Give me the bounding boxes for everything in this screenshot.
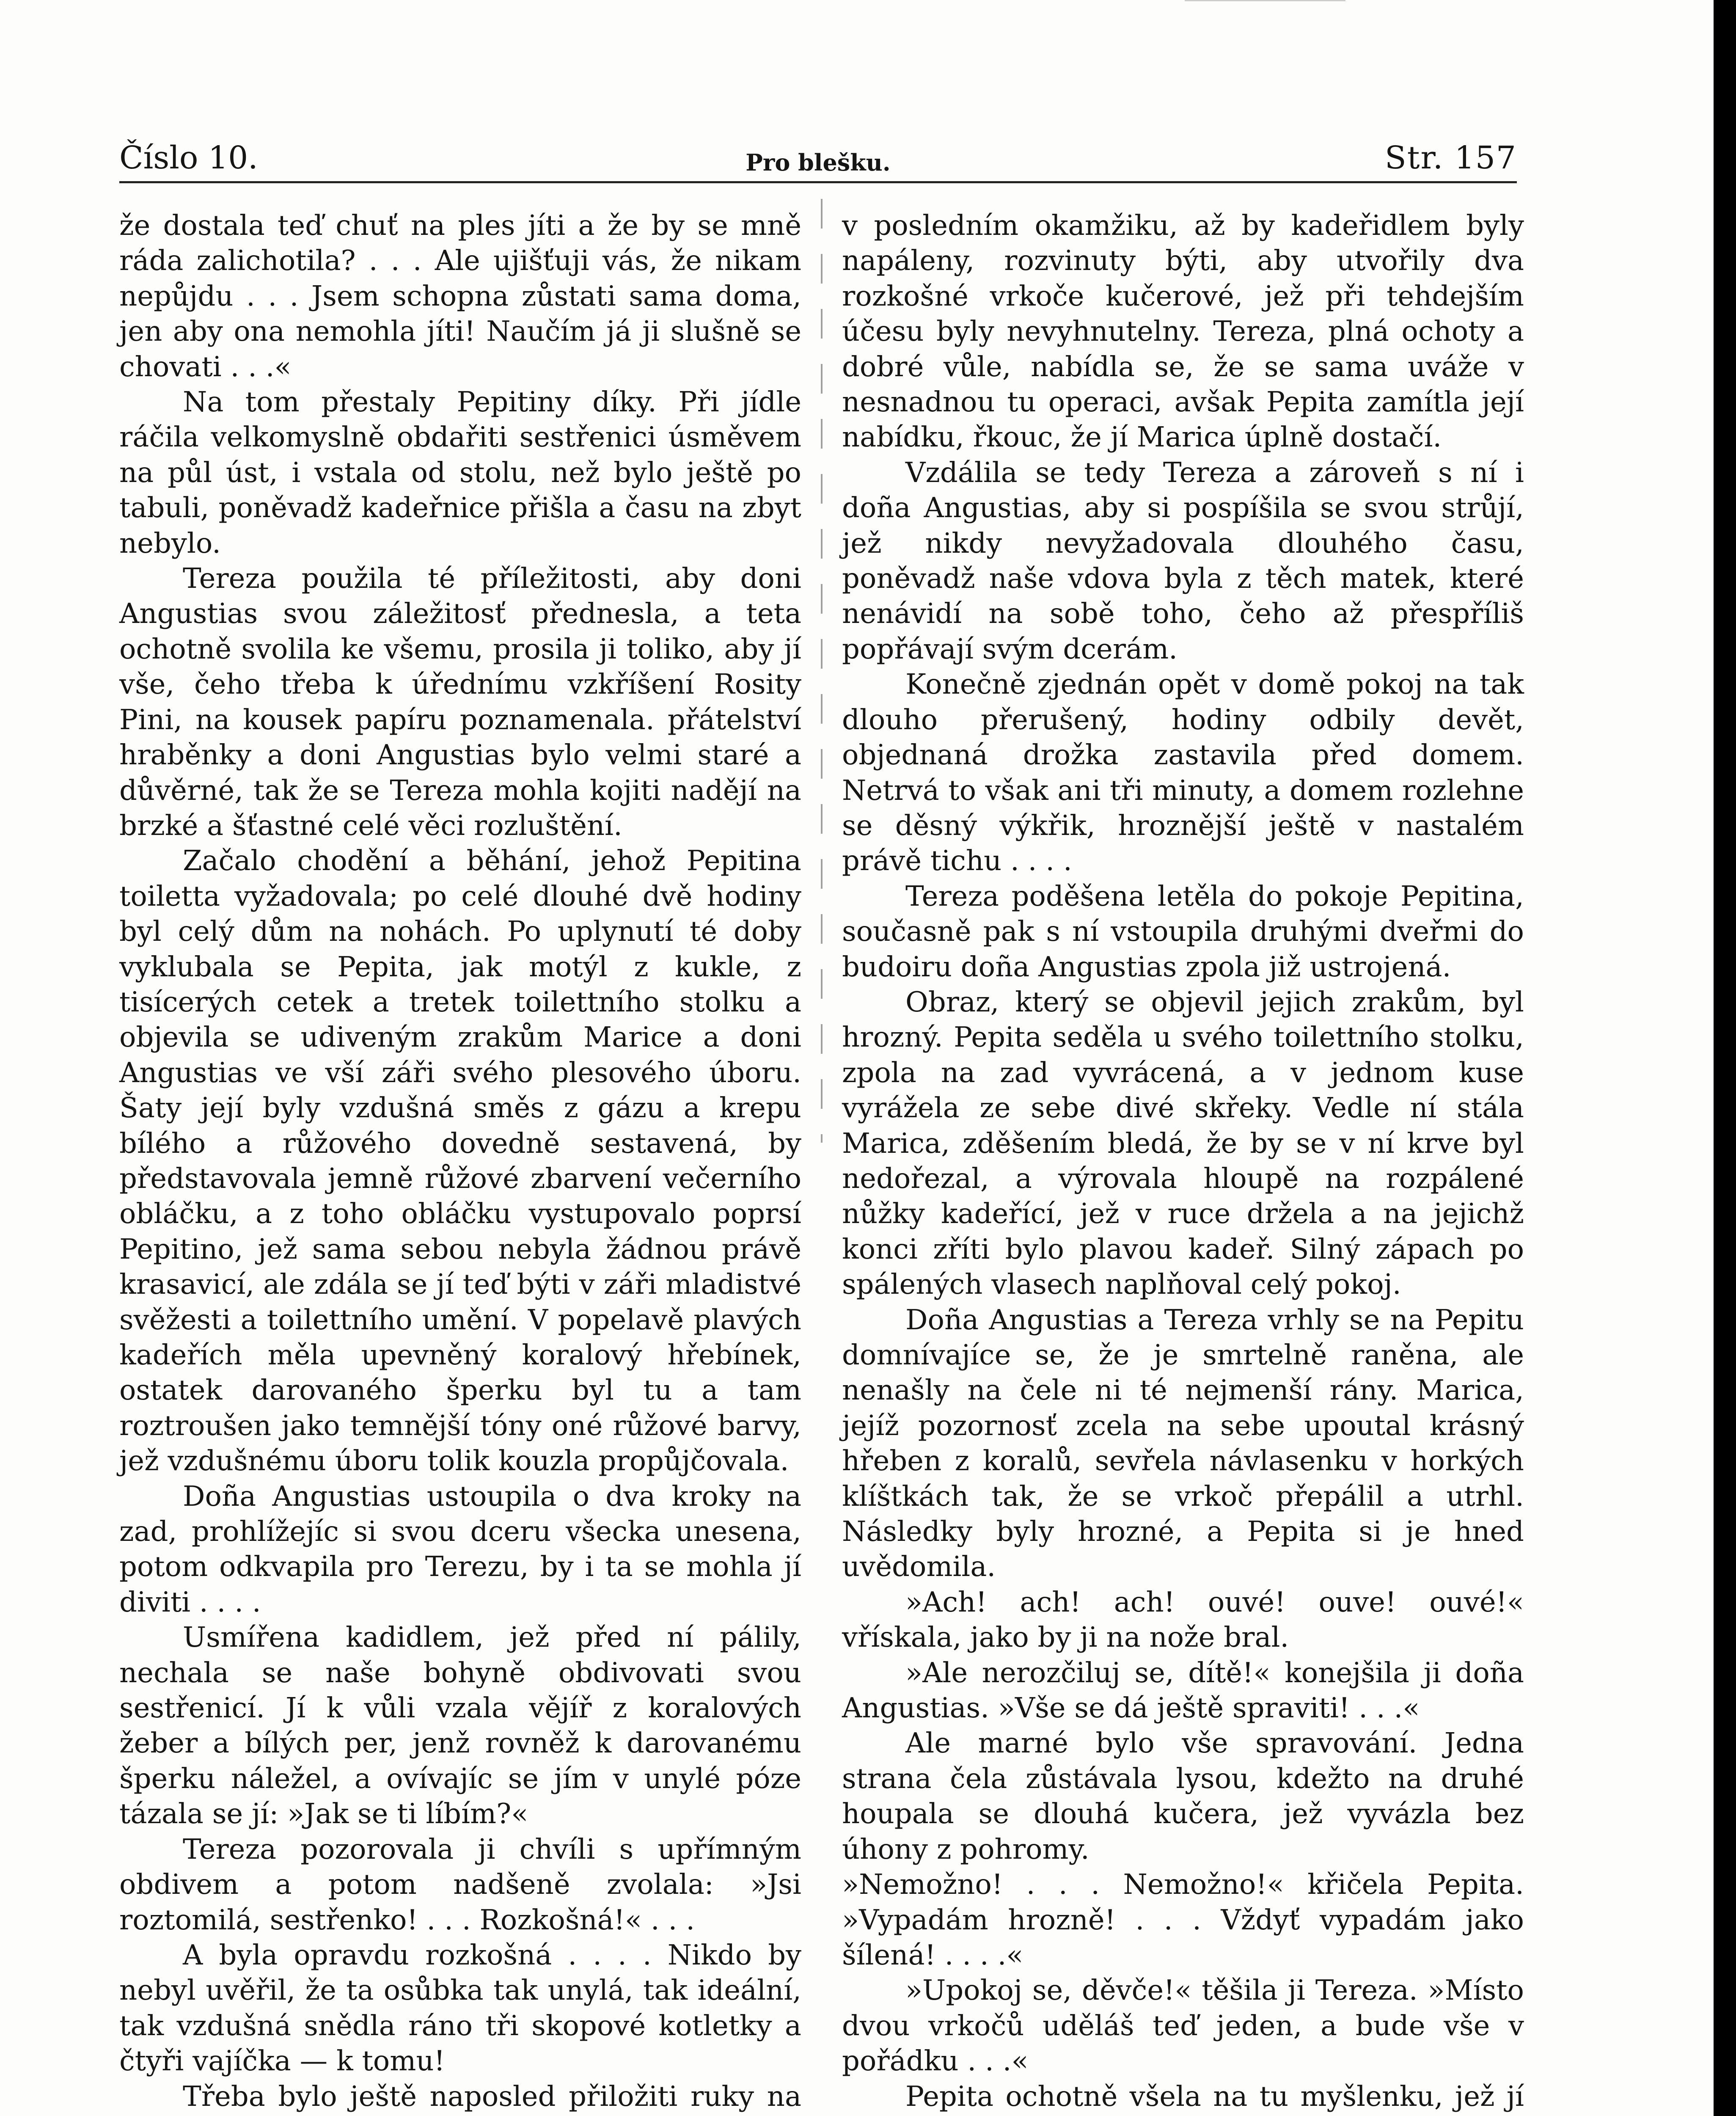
left-column bbox=[119, 208, 801, 2116]
paragraph: Třeba bylo ještě naposled přiložiti ruky na bbox=[183, 2080, 801, 2113]
paragraph: Ale marné bylo vše spravování. Jedna strana čela zůstávala lysou, kdežto na druhé houpala se dlouhá kučera, jež vyvázla bez úhony z pohromy. bbox=[842, 1727, 1524, 1865]
column-divider bbox=[821, 199, 823, 1143]
paragraph: Pepita ochotně všela na tu myšlenku, jež jí bbox=[905, 2080, 1524, 2113]
page-number: Str. 157 bbox=[1385, 140, 1517, 176]
right-column bbox=[842, 208, 1524, 2116]
paragraph: Na tom přestaly Pepitiny díky. Při jídle ráčila velkomyslně obdařiti sestřenici úsměvem na půl úst, i vstala od stolu, než bylo ještě po tabuli, poněvadž kadeřnice přišla a času na zbyt nebylo. bbox=[119, 386, 801, 559]
paragraph: že dostala teď chuť na ples jíti a že by se mně ráda zalichotila? . . . Ale ujišťuji vás, že nikam nepůjdu . . . Jsem schopna zůstati sama doma, jen aby ona nemohla jíti! Naučím já ji slušně se chovati . . .« bbox=[119, 209, 801, 383]
paragraph: »Upokoj se, děvče!« těšila ji Tereza. »Místo dvou vrkočů uděláš teď jeden, a bude vše v pořádku . . .« bbox=[842, 1974, 1524, 2077]
paragraph: Tereza poděšena letěla do pokoje Pepitina, současně pak s ní vstoupila druhými dveřmi do budoiru doña Angustias zpola již ustrojená. bbox=[842, 880, 1524, 983]
issue-number: Číslo 10. bbox=[119, 140, 258, 176]
paragraph: Začalo chodění a běhání, jehož Pepitina toiletta vyžadovala; po celé dlouhé dvě hodiny byl celý dům na nohách. Po uplynutí té doby vyklubala se Pepita, jak motýl z kukle, z tisícerých cetek a tretek toilettního stolku a objevila se udiveným zrakům Marice a doni Angustias ve vší záři svého plesového úboru. Šaty její byly vzdušná směs z gázu a krepu bílého a růžového dovedně sestavená, by představovala jemně růžové zbarvení večerního obláčku, a z toho obláčku vystupovalo poprsí Pepitino, jež sama sebou nebyla žádnou právě krasavicí, ale zdála se jí teď býti v záři mladistvé svěžesti a toilettního umění. V popelavě plavých kadeřích měla upevněný koralový hřebínek, ostatek darovaného šperku byl tu a tam roztroušen jako temnější tóny oné růžové barvy, jež vzdušnému úboru tolik kouzla propůjčovala. bbox=[119, 845, 801, 1477]
paragraph: Usmířena kadidlem, jež před ní pálily, nechala se naše bohyně obdivovati svou sestřenicí. Jí k vůli vzala vějíř z koralových žeber a bílých per, jenž rovněž k darovanému šperku náležel, a ovívajíc se jím v unylé póze tázala se jí: »Jak se ti líbím?« bbox=[119, 1621, 801, 1830]
paragraph: »Ale nerozčiluj se, dítě!« konejšila ji doña Angustias. »Vše se dá ještě spraviti! . . .« bbox=[842, 1656, 1524, 1725]
paragraph: v posledním okamžiku, až by kadeřidlem byly napáleny, rozvinuty býti, aby utvořily dva rozkošné vrkoče kučerové, jež při tehdejším účesu byly nevyhnutelny. Tereza, plná ochoty a dobré vůle, nabídla se, že se sama uváže v nesnadnou tu operaci, avšak Pepita zamítla její nabídku, řkouc, že jí Marica úplně dostačí. bbox=[842, 209, 1524, 454]
paragraph: Vzdálila se tedy Tereza a zároveň s ní i doña Angustias, aby si pospíšila se svou strůjí, jež nikdy nevyžadovala dlouhého času, poněvadž naše vdova byla z těch matek, které nenávidí na sobě toho, čeho až přespříliš popřávají svým dcerám. bbox=[842, 456, 1524, 665]
paragraph: A byla opravdu rozkošná . . . . Nikdo by nebyl uvěřil, že ta osůbka tak unylá, tak ideální, tak vzdušná snědla ráno tři skopové kotletky a čtyři vajíčka — k tomu! bbox=[119, 1939, 801, 2077]
scan-border bbox=[1714, 0, 1736, 2116]
paragraph: »Ach! ach! ach! ouvé! ouve! ouvé!« vřískala, jako by ji na nože bral. bbox=[842, 1586, 1524, 1654]
paragraph: Tereza použila té příležitosti, aby doni Angustias svou záležitosť přednesla, a teta ochotně svolila ke všemu, prosila ji toliko, aby jí vše, čeho třeba k úřednímu vzkříšení Rosity Pini, na kousek papíru poznamenala. přátelství hraběnky a doni Angustias bylo velmi staré a důvěrné, tak že se Tereza mohla kojiti nadějí na brzké a šťastné celé věci rozluštění. bbox=[119, 562, 801, 842]
scan-mark bbox=[1185, 0, 1345, 1]
section-title: Pro blešku. bbox=[746, 149, 891, 176]
paragraph: Tereza pozorovala ji chvíli s upřímným obdivem a potom nadšeně zvolala: »Jsi roztomilá, sestřenko! . . . Rozkošná!« . . . bbox=[119, 1833, 801, 1936]
running-header bbox=[119, 135, 1517, 183]
paragraph: Obraz, který se objevil jejich zrakům, byl hrozný. Pepita seděla u svého toilettního stolku, zpola na zad vyvrácená, a v jednom kuse vyrážela ze sebe divé skřeky. Vedle ní stála Marica, zděšením bledá, že by se v ní krve byl nedořezal, a výrovala hloupě na rozpálené nůžky kadeřící, jež v ruce držela a na jejichž konci zříti bylo plavou kadeř. Silný zápach po spálených vlasech naplňoval celý pokoj. bbox=[842, 986, 1524, 1301]
paragraph: Doña Angustias a Tereza vrhly se na Pepitu domnívajíce se, že je smrtelně raněna, ale nenašly na čele ni té nejmenší rány. Marica, jejíž pozornosť zcela na sebe upoutal krásný hřeben z koralů, sevřela návlasenku v horkých klíštkách tak, že se vrkoč přepálil a utrhl. Následky byly hrozné, a Pepita si je hned uvědomila. bbox=[842, 1303, 1524, 1583]
paragraph: Doña Angustias ustoupila o dva kroky na zad, prohlížejíc si svou dceru všecka unesena, potom odkvapila pro Terezu, by i ta se mohla jí diviti . . . . bbox=[119, 1480, 801, 1618]
paragraph: »Nemožno! . . . Nemožno!« křičela Pepita. »Vypadám hrozně! . . . Vždyť vypadám jako šílená! . . . .« bbox=[842, 1868, 1524, 1971]
paragraph: Konečně zjednán opět v domě pokoj na tak dlouho přerušený, hodiny odbily devět, objednaná drožka zastavila před domem. Netrvá to však ani tři minuty, a domem rozlehne se děsný výkřik, hroznější ještě v nastalém právě tichu . . . . bbox=[842, 668, 1524, 877]
